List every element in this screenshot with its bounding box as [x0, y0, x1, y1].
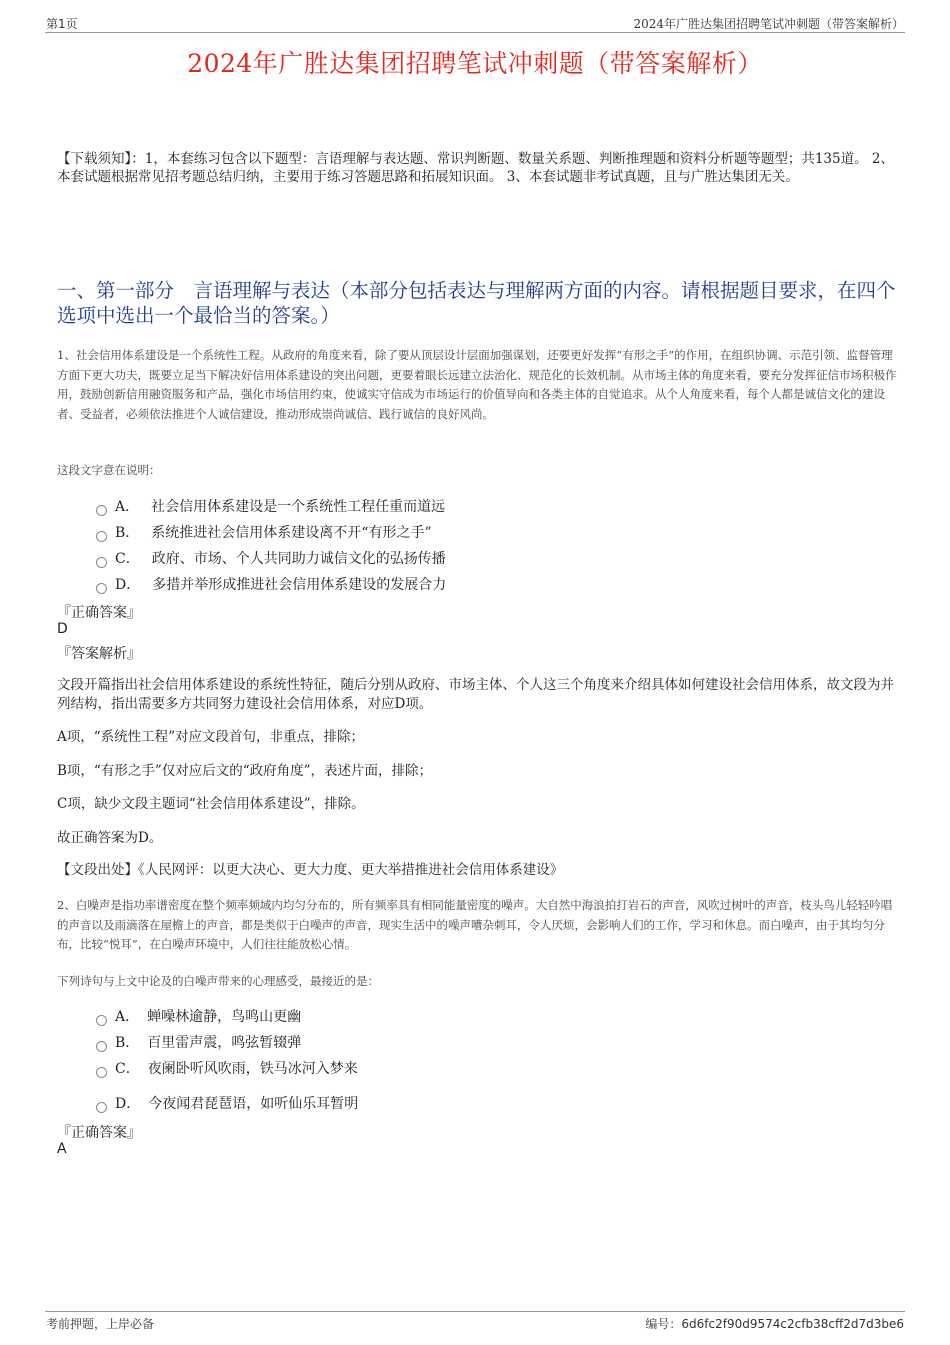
option-text: 夜阑卧听风吹雨，铁马冰河入梦来	[147, 1061, 358, 1077]
q1-option-d[interactable]	[96, 574, 446, 594]
q1-source: 【文段出处】《人民网评：以更大决心、更大力度、更大举措推进社会信用体系建设》	[57, 862, 564, 878]
section-heading: 一、第一部分 言语理解与表达（本部分包括表达与理解两方面的内容。请根据题目要求，在四个选项中选出一个最恰当的答案。）	[57, 279, 896, 327]
q2-passage: 2、白噪声是指功率谱密度在整个频率频域内均匀分布的，所有频率具有相同能量密度的噪声。大自然中海浪拍打岩石的声音，风吹过树叶的声音，枝头鸟儿轻轻吟唱的声音以及雨滴落在屋檐上的声音，都是类似于白噪声的声音，现实生活中的噪声嘈杂刺耳，令人厌烦，会影响人们的工作，学习和休息。而白噪声，由于其均匀分布，比较“悦耳”，在白噪声环境中，人们往往能放松心情。	[57, 898, 893, 951]
footer-code-value: 6d6fc2f90d9574c2cfb38cff2d7d3be6	[681, 1317, 904, 1331]
radio-icon[interactable]	[96, 505, 107, 516]
radio-icon[interactable]	[96, 531, 107, 542]
q1-analysis-conclusion: 故正确答案为D。	[57, 830, 163, 846]
option-label: A．	[115, 1009, 140, 1025]
q1-analysis-c: C项，缺少文段主题词“社会信用体系建设”，排除。	[57, 796, 365, 812]
page-number: 第1页	[46, 17, 78, 31]
footer-code-label: 编号：	[645, 1317, 682, 1331]
option-label: B．	[115, 1035, 140, 1051]
page-title: 2024年广胜达集团招聘笔试冲刺题（带答案解析）	[187, 49, 763, 78]
q1-analysis-summary: 文段开篇指出社会信用体系建设的系统性特征，随后分别从政府、市场主体、个人这三个角度来介绍具体如何建设社会信用体系，故文段为并列结构，指出需要多方共同努力建设社会信用体系，对应D项。	[57, 677, 894, 712]
option-text: 今夜闻君琵琶语，如听仙乐耳暂明	[148, 1096, 359, 1112]
radio-icon[interactable]	[96, 583, 107, 594]
q1-analysis-b: B项，“有形之手”仅对应后文的“政府角度”，表述片面，排除；	[57, 763, 433, 779]
q2-option-d[interactable]	[96, 1093, 358, 1113]
option-text: 多措并举形成推进社会信用体系建设的发展合力	[152, 577, 447, 593]
radio-icon[interactable]	[96, 1041, 107, 1052]
q2-answer: A	[57, 1141, 67, 1157]
q1-analysis-heading: 『答案解析』	[57, 646, 141, 662]
footer-slogan: 考前押题，上岸必备	[46, 1317, 155, 1331]
option-text: 政府、市场、个人共同助力诚信文化的弘扬传播	[151, 551, 446, 567]
radio-icon[interactable]	[96, 1015, 107, 1026]
radio-icon[interactable]	[96, 557, 107, 568]
q1-stem: 这段文字意在说明：	[57, 463, 161, 477]
option-label: D．	[115, 577, 141, 593]
download-notice: 【下载须知】：1，本套练习包含以下题型：言语理解与表达题、常识判断题、数量关系题、判断推理题和资料分析题等题型；共135道。 2、本套试题根据常见招考题总结归纳，主要用于练习答题思路和拓展知识面。 3、本套试题非考试真题，且与广胜达集团无关。	[57, 151, 894, 185]
q2-answer-heading: 『正确答案』	[57, 1125, 141, 1141]
q1-answer: D	[57, 621, 68, 637]
option-label: D．	[115, 1096, 141, 1112]
footer-divider	[45, 1311, 905, 1312]
q2-option-b[interactable]	[96, 1032, 301, 1052]
footer-code	[645, 1315, 904, 1332]
q2-stem: 下列诗句与上文中论及的白噪声带来的心理感受，最接近的是：	[57, 974, 379, 988]
radio-icon[interactable]	[96, 1067, 107, 1078]
q1-option-a[interactable]	[96, 496, 445, 516]
option-label: A．	[115, 499, 140, 515]
option-label: B．	[115, 525, 140, 541]
option-text: 蝉噪林逾静，鸟鸣山更幽	[147, 1009, 302, 1025]
q1-option-b[interactable]	[96, 522, 432, 542]
header-divider	[45, 32, 905, 33]
q2-option-c[interactable]	[96, 1058, 358, 1078]
option-text: 系统推进社会信用体系建设离不开“有形之手”	[151, 525, 432, 541]
option-label: C．	[115, 551, 140, 567]
option-label: C．	[115, 1061, 140, 1077]
header-doc-title: 2024年广胜达集团招聘笔试冲刺题（带答案解析）	[633, 17, 904, 31]
option-text: 百里雷声震，鸣弦暂辍弹	[147, 1035, 302, 1051]
q2-option-a[interactable]	[96, 1006, 301, 1026]
q1-passage: 1、社会信用体系建设是一个系统性工程。从政府的角度来看，除了要从顶层设计层面加强谋划，还要更好发挥“有形之手”的作用，在组织协调、示范引领、监督管理方面下更大功夫，既要立足当下解决好信用体系建设的突出问题，更要着眼长远建立法治化、规范化的长效机制。从市场主体的角度来看，要充分发挥征信市场积极作用，鼓励创新信用融资服务和产品，强化市场信用约束，使诚实守信成为市场运行的价值导向和各类主体的自觉追求。从个人角度来看，每个人都是诚信文化的建设者、受益者，必须依法推进个人诚信建设，推动形成崇尚诚信、践行诚信的良好风尚。	[57, 348, 897, 421]
q1-answer-heading: 『正确答案』	[57, 605, 141, 621]
radio-icon[interactable]	[96, 1102, 107, 1113]
option-text: 社会信用体系建设是一个系统性工程任重而道远	[151, 499, 446, 515]
q1-analysis-a: A项，“系统性工程”对应文段首句，非重点，排除；	[57, 729, 365, 745]
q1-option-c[interactable]	[96, 548, 446, 568]
